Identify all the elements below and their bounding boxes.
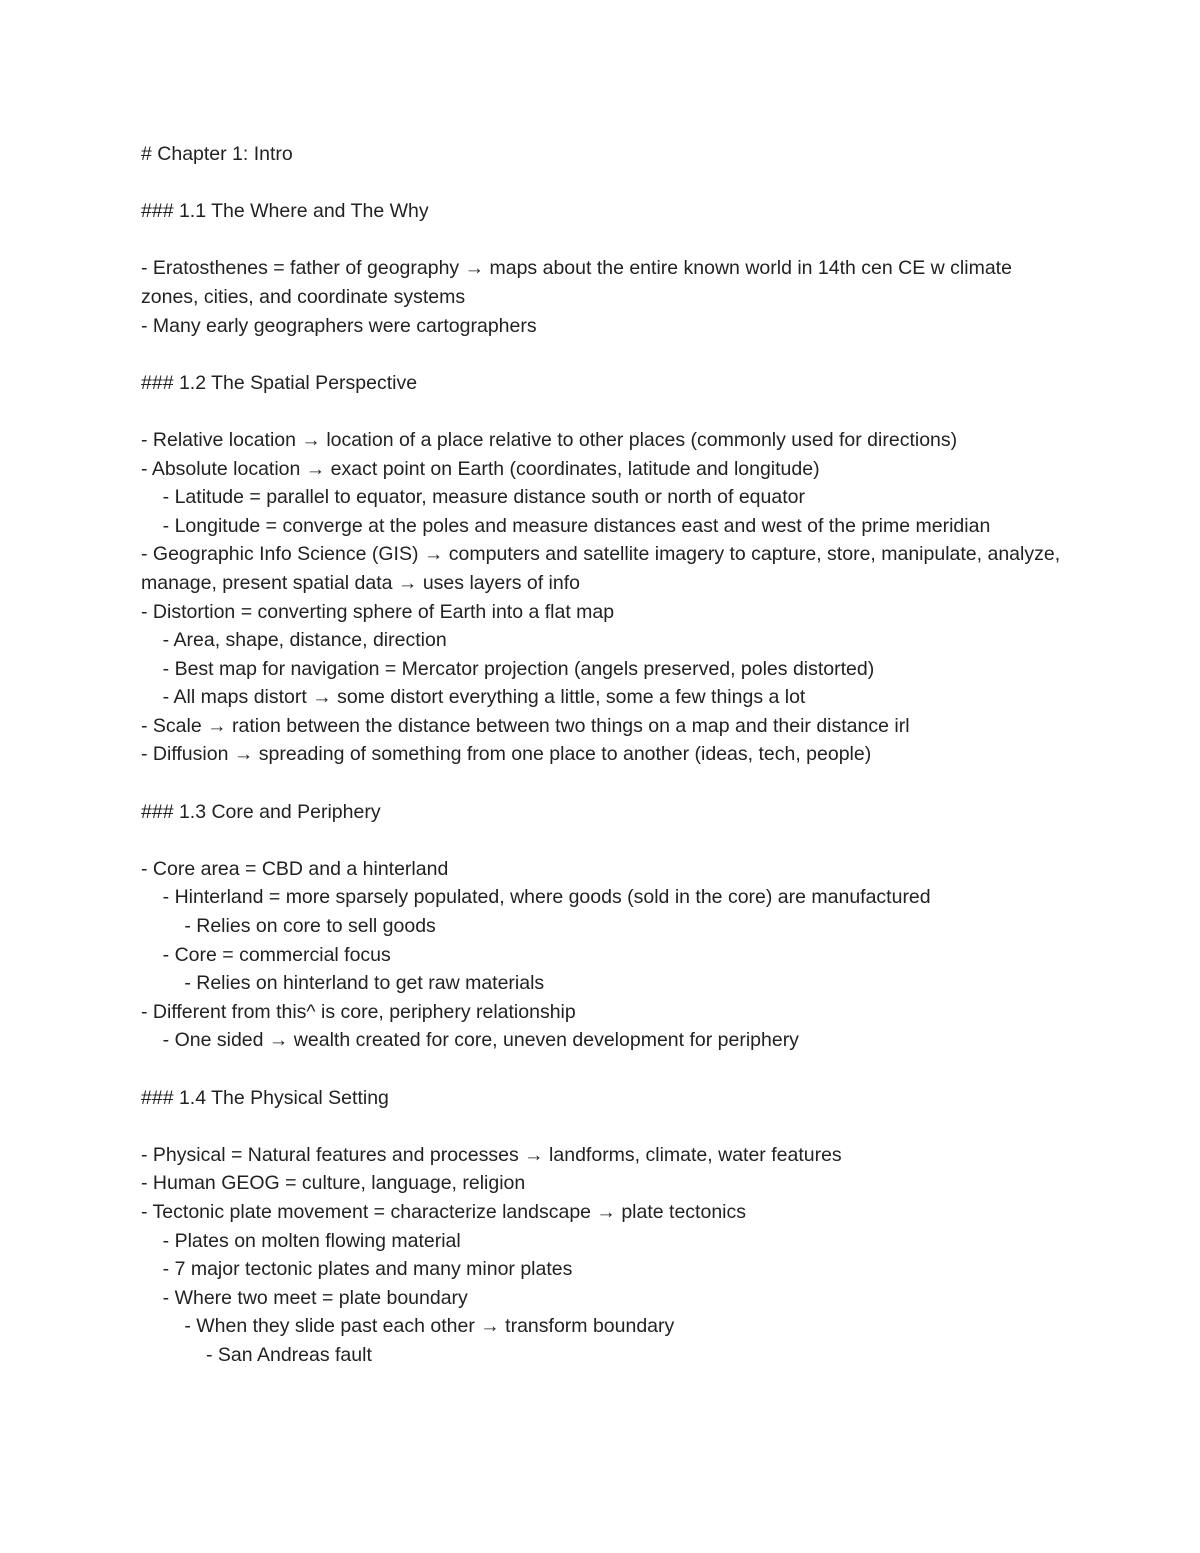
blank-line xyxy=(141,340,1061,369)
note-line: - Human GEOG = culture, language, religion xyxy=(141,1172,526,1195)
note-line: - Diffusion → spreading of something from one place to another (ideas, tech, people) xyxy=(141,743,872,766)
chapter-heading: # Chapter 1: Intro xyxy=(141,143,293,165)
section-heading-1-2: ### 1.2 The Spatial Perspective xyxy=(141,371,418,394)
note-line: - Core = commercial focus xyxy=(141,943,391,966)
note-line: - San Andreas fault xyxy=(141,1343,372,1366)
note-line: - When they slide past each other → transform boundary xyxy=(141,1315,675,1338)
note-line: - Relies on hinterland to get raw materials xyxy=(141,972,545,995)
section-heading-1-3: ### 1.3 Core and Periphery xyxy=(141,800,381,823)
note-line: - Where two meet = plate boundary xyxy=(141,1286,468,1309)
note-line: - Tectonic plate movement = characterize landscape → plate tectonics xyxy=(141,1200,746,1223)
document-page xyxy=(141,140,1066,1370)
blank-line xyxy=(141,769,1061,798)
note-line: - Scale → ration between the distance between two things on a map and their distance irl xyxy=(141,714,910,737)
note-line: - Area, shape, distance, direction xyxy=(141,629,447,652)
section-heading-1-4: ### 1.4 The Physical Setting xyxy=(141,1086,389,1109)
note-line: - Different from this^ is core, periphery relationship xyxy=(141,1000,576,1023)
note-line: - Geographic Info Science (GIS) → computers and satellite imagery to capture, store, manipulate, analyze, manage, present spatial data → uses layers of info xyxy=(141,543,1066,594)
blank-line xyxy=(141,226,1061,255)
note-line: - Distortion = converting sphere of Earth into a flat map xyxy=(141,600,615,623)
note-line: - Relies on core to sell goods xyxy=(141,915,436,938)
note-line: - Many early geographers were cartographers xyxy=(141,314,537,337)
note-line: - Longitude = converge at the poles and measure distances east and west of the prime meridian xyxy=(141,514,991,537)
note-line: - 7 major tectonic plates and many minor plates xyxy=(141,1258,573,1281)
blank-line xyxy=(141,169,1061,198)
note-line: - Plates on molten flowing material xyxy=(141,1229,461,1252)
note-line: - One sided → wealth created for core, uneven development for periphery xyxy=(141,1029,799,1052)
blank-line xyxy=(141,1112,1061,1141)
section-heading-1-1: ### 1.1 The Where and The Why xyxy=(141,200,429,223)
note-line: - Best map for navigation = Mercator projection (angels preserved, poles distorted) xyxy=(141,657,875,680)
note-line: - Latitude = parallel to equator, measure distance south or north of equator xyxy=(141,486,805,509)
note-line: - Eratosthenes = father of geography → maps about the entire known world in 14th cen CE w climate zones, cities, and coordinate systems xyxy=(141,257,1018,308)
note-line: - Hinterland = more sparsely populated, where goods (sold in the core) are manufactured xyxy=(141,886,931,909)
note-line: - Absolute location → exact point on Earth (coordinates, latitude and longitude) xyxy=(141,457,820,480)
note-line: - Relative location → location of a place relative to other places (commonly used for directions) xyxy=(141,428,958,451)
blank-line xyxy=(141,1055,1061,1084)
note-line: - All maps distort → some distort everything a little, some a few things a lot xyxy=(141,686,806,709)
note-line: - Physical = Natural features and processes → landforms, climate, water features xyxy=(141,1143,842,1166)
blank-line xyxy=(141,397,1061,426)
note-line: - Core area = CBD and a hinterland xyxy=(141,857,449,880)
blank-line xyxy=(141,826,1061,855)
